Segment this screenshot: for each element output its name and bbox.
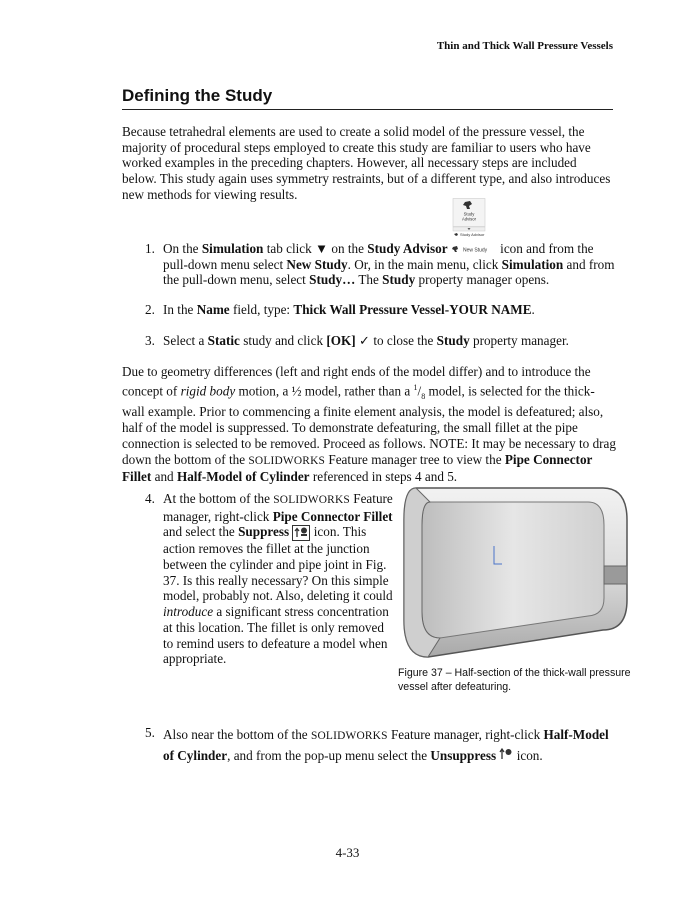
step-1-number: 1.: [145, 241, 155, 256]
geometry-paragraph: Due to geometry differences (left and right ends of the model differ) and to introduce the concept of rigid body motion, a ½ model, rather than a $^1/_8$ model, is selected for the thick-wall example. Prior to commencing a finite element analysis, the model is defeatured; also, half of the model is suppressed. To demonstrate defeaturing, the small fillet at the pipe connection is selected to be removed. Proceed as follows. NOTE: It may be necessary to drag down the bottom of the SOLIDWORKS Feature manager tree to view the Pipe Connector Fillet and Half-Model of Cylinder referenced in steps 4 and 5.: [122, 364, 617, 485]
running-header: Thin and Thick Wall Pressure Vessels: [436, 40, 613, 52]
step-5-number: 5.: [145, 725, 155, 740]
step-3-number: 3.: [145, 333, 155, 348]
step-1-text: On the Simulation tab click ▼ on the Study Advisor New Study icon and from the pull-down menu select New Study. Or, in the main menu, click Simulation and from the pull-down menu, select Study… The Study property manager opens.: [163, 241, 615, 288]
step-4-number: 4.: [145, 491, 155, 506]
study-advisor-icon-label-bottom: Advisor: [462, 216, 476, 222]
ok-check-icon[interactable]: ✓: [358, 333, 371, 348]
section-title: Defining the Study: [122, 86, 273, 105]
study-advisor-menu-label: Study Advisor: [460, 232, 485, 237]
title-rule: [122, 109, 613, 110]
new-study-icon-label: New Study: [462, 247, 488, 254]
step-2-number: 2.: [145, 302, 155, 317]
figure-37-pressure-vessel-model: [398, 480, 630, 662]
step-4-text: At the bottom of the SOLIDWORKS Feature manager, right-click Pipe Connector Fillet and select the Suppress icon. This action removes the fillet at the junction between the cylinder and pipe joint in Fig. 37. Is this really necessary? On this simple model, probably not. Also, deleting it could introduce a significant stress concentration at this location. The fillet is only removed to remind users to defeature a model when appropriate.: [163, 491, 393, 667]
study-advisor-icon-label-top: Study: [463, 211, 475, 217]
step-2-text: In the Name field, type: Thick Wall Pressure Vessel-YOUR NAME.: [163, 302, 535, 317]
study-advisor-icon[interactable]: [452, 198, 486, 240]
step-5-text: Also near the bottom of the SOLIDWORKS Feature manager, right-click Half-Model of Cylinder, and from the pop-up menu select the Unsuppress icon.: [163, 727, 609, 763]
step-3-text: Select a Static study and click [OK] ✓ to close the Study property manager.: [163, 333, 569, 348]
dropdown-arrow-icon[interactable]: ▼: [315, 241, 329, 256]
unsuppress-icon[interactable]: [499, 747, 513, 761]
new-study-icon[interactable]: [451, 243, 497, 255]
figure-37-caption: Figure 37 – Half-section of the thick-wall pressure vessel after defeaturing.: [398, 667, 631, 693]
page-number: 4-33: [335, 845, 360, 860]
intro-paragraph: Because tetrahedral elements are used to create a solid model of the pressure vessel, the majority of procedural steps employed to create this study are familiar to users who have worked examples in the preceding chapters. However, all necessary steps are included below. This study again uses symmetry restraints, but of a different type, and also introduces new methods for viewing results.: [122, 124, 611, 202]
suppress-icon[interactable]: [292, 525, 310, 541]
